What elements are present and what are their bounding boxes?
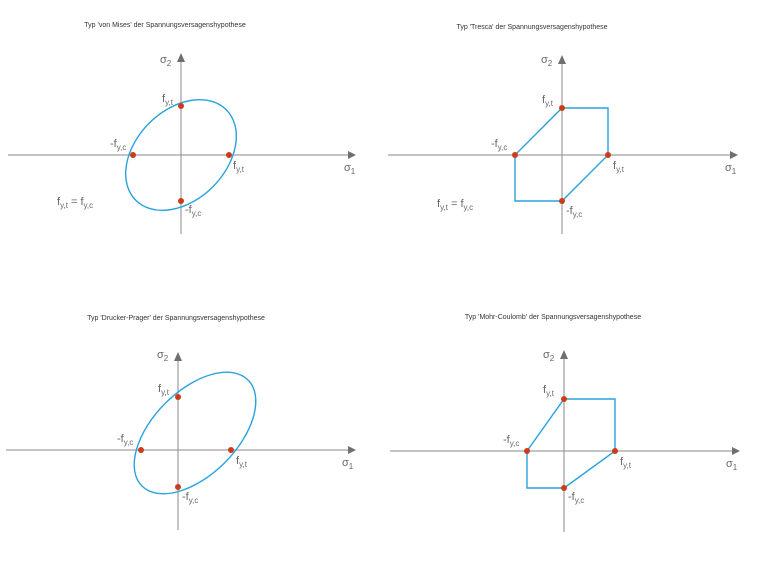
panel-von-mises <box>8 22 356 234</box>
equation-label: $f_{y,t} = f_{y,c}$ <box>437 198 474 212</box>
panel-title: Typ 'von Mises' der Spannungsversagenshypothese <box>84 22 246 29</box>
sigma1-label: $\sigma_1$ <box>725 162 737 176</box>
label-right: $f_{y,t}$ <box>236 455 247 469</box>
point-right <box>228 447 234 453</box>
point-right <box>612 448 618 454</box>
panel-title: Typ 'Mohr-Coulomb' der Spannungsversagenshypothese <box>464 314 642 321</box>
point-top <box>559 105 565 111</box>
label-top: $f_{y,t}$ <box>542 94 553 108</box>
panel-tresca <box>388 24 738 234</box>
label-bottom: $-f_{y,c}$ <box>185 204 202 218</box>
label-left: $-f_{y,c}$ <box>110 138 127 152</box>
label-left: $-f_{y,c}$ <box>503 434 520 448</box>
sigma2-arrow-icon <box>177 53 185 62</box>
label-right: $f_{y,t}$ <box>620 456 631 470</box>
sigma2-arrow-icon <box>558 55 566 64</box>
label-left: $-f_{y,c}$ <box>491 138 508 152</box>
point-left <box>130 152 136 158</box>
sigma2-label: $\sigma_2$ <box>160 54 172 68</box>
point-top <box>175 394 181 400</box>
sigma1-label: $\sigma_1$ <box>344 162 356 176</box>
sigma1-arrow-icon <box>730 151 738 159</box>
panel-title: Typ 'Drucker-Prager' der Spannungsversagenshypothese <box>87 315 265 322</box>
sigma1-label: $\sigma_1$ <box>342 457 354 471</box>
yield-surface-hexagon <box>527 399 615 488</box>
equation-label: $f_{y,t} = f_{y,c}$ <box>57 196 94 210</box>
panel-mohr-coulomb <box>390 314 740 532</box>
sigma2-label: $\sigma_2$ <box>157 349 169 363</box>
sigma1-arrow-icon <box>348 446 356 454</box>
sigma1-arrow-icon <box>732 447 740 455</box>
point-bottom <box>175 484 181 490</box>
label-bottom: $-f_{y,c}$ <box>182 491 199 505</box>
point-bottom <box>559 198 565 204</box>
label-top: $f_{y,t}$ <box>543 384 554 398</box>
label-top: $f_{y,t}$ <box>162 93 173 107</box>
yield-surface-ellipse <box>112 350 277 515</box>
sigma1-label: $\sigma_1$ <box>726 458 738 472</box>
label-right: $f_{y,t}$ <box>613 160 624 174</box>
sigma2-label: $\sigma_2$ <box>543 349 555 363</box>
sigma2-arrow-icon <box>174 352 182 361</box>
label-bottom: $-f_{y,c}$ <box>566 205 583 219</box>
sigma1-arrow-icon <box>348 151 356 159</box>
point-top <box>561 396 567 402</box>
label-top: $f_{y,t}$ <box>158 383 169 397</box>
panel-title: Typ 'Tresca' der Spannungsversagenshypothese <box>456 24 608 31</box>
label-left: $-f_{y,c}$ <box>117 433 134 447</box>
point-left <box>524 448 530 454</box>
label-right: $f_{y,t}$ <box>233 160 244 174</box>
sigma2-arrow-icon <box>560 350 568 359</box>
point-left <box>512 152 518 158</box>
point-bottom <box>178 198 184 204</box>
point-top <box>178 103 184 109</box>
panel-drucker-prager <box>6 315 356 530</box>
point-left <box>138 447 144 453</box>
point-right <box>226 152 232 158</box>
sigma2-label: $\sigma_2$ <box>541 54 553 68</box>
point-bottom <box>561 485 567 491</box>
label-bottom: $-f_{y,c}$ <box>568 491 585 505</box>
point-right <box>605 152 611 158</box>
